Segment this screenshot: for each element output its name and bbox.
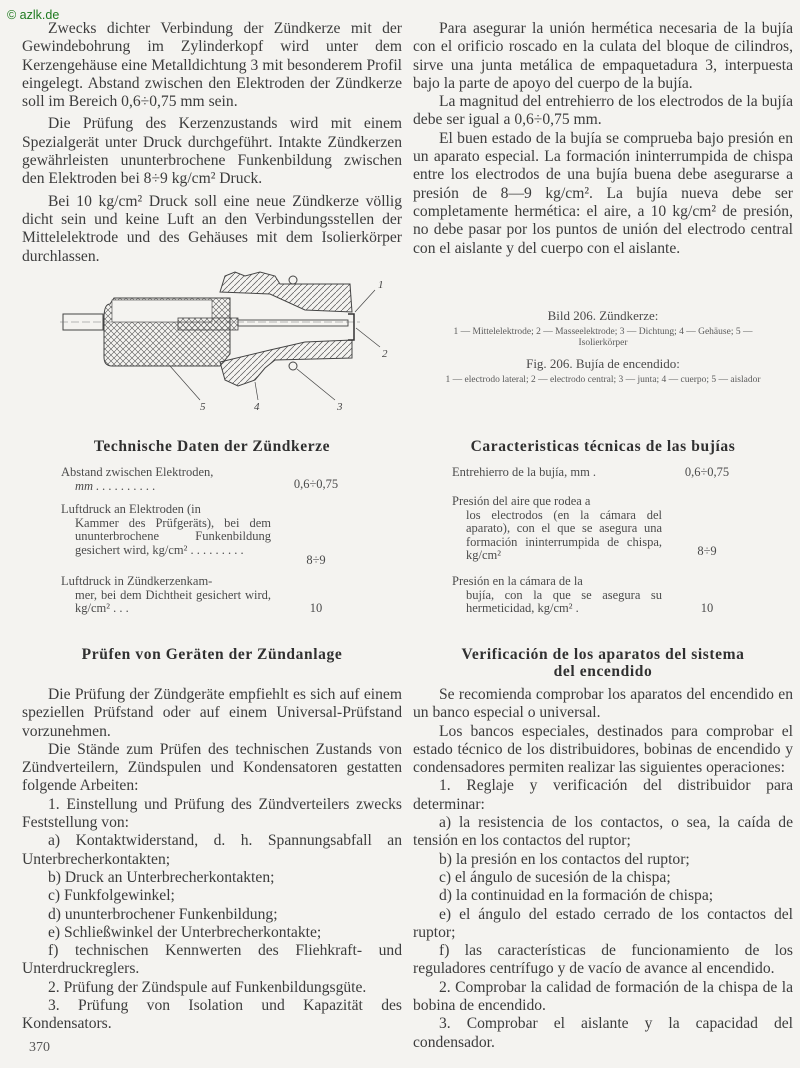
list-item: f) las características de funcionamiento de los reguladores centrífugo y de vacío de avance al encendido. — [413, 942, 793, 978]
list-item: b) Druck an Unterbrecherkontakten; — [48, 868, 275, 886]
paragraph: Die Stände zum Prüfen des technischen Zustands von Zündverteilern, Zündspulen und Kondensatoren gestatten folgende Arbeiten: — [22, 740, 402, 795]
list-item: d) la continuidad en la formación de chispa; — [439, 887, 714, 905]
list-item: 3. Prüfung von Isolation und Kapazität des Kondensators. — [22, 997, 402, 1033]
list-item: 3. Comprobar el aislante y la capacidad del condensador. — [413, 1015, 793, 1051]
section-heading-de: Prüfen von Geräten der Zündanlage — [81, 646, 343, 663]
spec-heading-es: Caracteristicas técnicas de las bujías — [470, 438, 736, 455]
page-number: 370 — [29, 1040, 50, 1055]
paragraph: Die Prüfung des Kerzenzustands wird mit einem Spezialgerät unter Druck durchgeführt. Intakte Zündkerzen gewährleisten ununterbrochene Funkenbildung zwischen den Elektroden bei 8÷9 kg/cm² Druck. — [22, 115, 402, 188]
figure-label-2: 2 — [382, 348, 388, 360]
paragraph: La magnitud del entrehierro de los electrodos de la bujía debe ser igual a 0,6÷0,75 mm. — [413, 93, 793, 129]
list-item: a) la resistencia de los contactos, o sea, la caída de tensión en los contactos del ruptor; — [413, 814, 793, 850]
list-item: 1. Reglaje y verificación del distribuidor para determinar: — [413, 777, 793, 813]
spark-plug-diagram — [60, 262, 405, 412]
list-item: e) Schließwinkel der Unterbrecherkontakte; — [48, 923, 322, 941]
watermark: © azlk.de — [7, 8, 60, 22]
list-item: b) la presión en los contactos del ruptor; — [439, 850, 690, 868]
caption-legend-es: 1 — electrodo lateral; 2 — electrodo central; 3 — junta; 4 — cuerpo; 5 — aislador — [445, 375, 761, 385]
list-item: d) ununterbrochener Funkenbildung; — [48, 905, 278, 923]
right-section-body — [413, 686, 793, 1052]
spec-value: 0,6÷0,75 — [684, 465, 730, 479]
spec-value: 8÷9 — [306, 553, 326, 567]
right-intro — [413, 20, 793, 258]
paragraph: Zwecks dichter Verbindung der Zündkerze mit der Gewindebohrung im Zylinderkopf wird unter dem Kerzengehäuse eine Metalldichtung 3 mit besonderem Profil eingelegt. Abstand zwischen den Elektroden der Zündkerze soll im Bereich 0,6÷0,75 mm sein. — [22, 20, 402, 111]
paragraph: Los bancos especiales, destinados para comprobar el estado técnico de los distribuidores, bobinas de encendido y condensadores permiten realizar las siguientes operaciones: — [413, 722, 793, 777]
list-item: 2. Comprobar la calidad de formación de la chispa de la bobina de encendido. — [413, 978, 793, 1015]
left-intro — [22, 20, 402, 266]
caption-legend-de: 1 — Mittelelektrode; 2 — Masseelektrode; 3 — Dichtung; 4 — Gehäuse; 5 — Isolierkörper — [453, 327, 753, 348]
spec-value: 10 — [309, 601, 323, 615]
figure-label-5: 5 — [200, 401, 206, 412]
section-heading-es: Verificación de los aparatos del sistema del encendido — [461, 646, 745, 680]
list-item: c) el ángulo de sucesión de la chispa; — [439, 868, 671, 886]
caption-title-es: Fig. 206. Bujía de encendido: — [526, 356, 680, 371]
spec-heading-de: Technische Daten der Zündkerze — [93, 438, 331, 455]
spec-value: 0,6÷0,75 — [293, 477, 339, 491]
figure-captions — [413, 308, 793, 386]
figure-label-4: 4 — [254, 401, 260, 412]
left-section-body — [22, 686, 402, 1034]
figure-label-1: 1 — [378, 279, 384, 291]
list-item: e) el ángulo del estado cerrado de los contactos del ruptor; — [413, 905, 793, 941]
spark-plug-figure — [60, 262, 405, 412]
list-item: 1. Einstellung und Prüfung des Zündverteilers zwecks Feststellung von: — [22, 795, 402, 832]
paragraph: Die Prüfung der Zündgeräte empfiehlt es sich auf einem speziellen Prüfstand oder auf einem Universal-Prüfstand vorzunehmen. — [22, 686, 402, 740]
paragraph: Para asegurar la unión hermética necesaria de la bujía con el orificio roscado en la culata del bloque de cilindros, sirve una junta metálica de empaquetadura 3, interpuesta bajo la parte de apoyo del cuerpo de la bujía. — [413, 20, 793, 92]
paragraph: El buen estado de la bujía se comprueba bajo presión en un aparato especial. La formación ininterrumpida de chispa entre los electrodos de una bujía buena debe asegurarse a presión de 8—9 kg/cm². La bujía nueva debe ser completamente hermética: el aire, a 10 kg/cm² de presión, no debe pasar por los puntos de unión del electrodo central con el aislante y del cuerpo con el aislante. — [413, 129, 793, 257]
paragraph: Se recomienda comprobar los aparatos del encendido en un banco especial o universal. — [413, 686, 793, 722]
caption-title-de: Bild 206. Zündkerze: — [547, 308, 659, 323]
paragraph: Bei 10 kg/cm² Druck soll eine neue Zündkerze völlig dicht sein und keine Luft an den Verbindungsstellen der Mittelelektrode und des Gehäuses mit dem Isolierkörper durchlassen. — [22, 192, 402, 265]
spec-value: 10 — [700, 601, 714, 615]
spec-value: 8÷9 — [697, 544, 717, 558]
list-item: c) Funkfolgewinkel; — [48, 887, 175, 905]
figure-label-3: 3 — [337, 401, 343, 412]
list-item: 2. Prüfung der Zündspule auf Funkenbildungsgüte. — [48, 978, 367, 996]
list-item: f) technischen Kennwerten des Fliehkraft- und Unterdruckreglers. — [22, 942, 402, 978]
list-item: a) Kontaktwiderstand, d. h. Spannungsabfall an Unterbrecherkontakten; — [22, 832, 402, 868]
